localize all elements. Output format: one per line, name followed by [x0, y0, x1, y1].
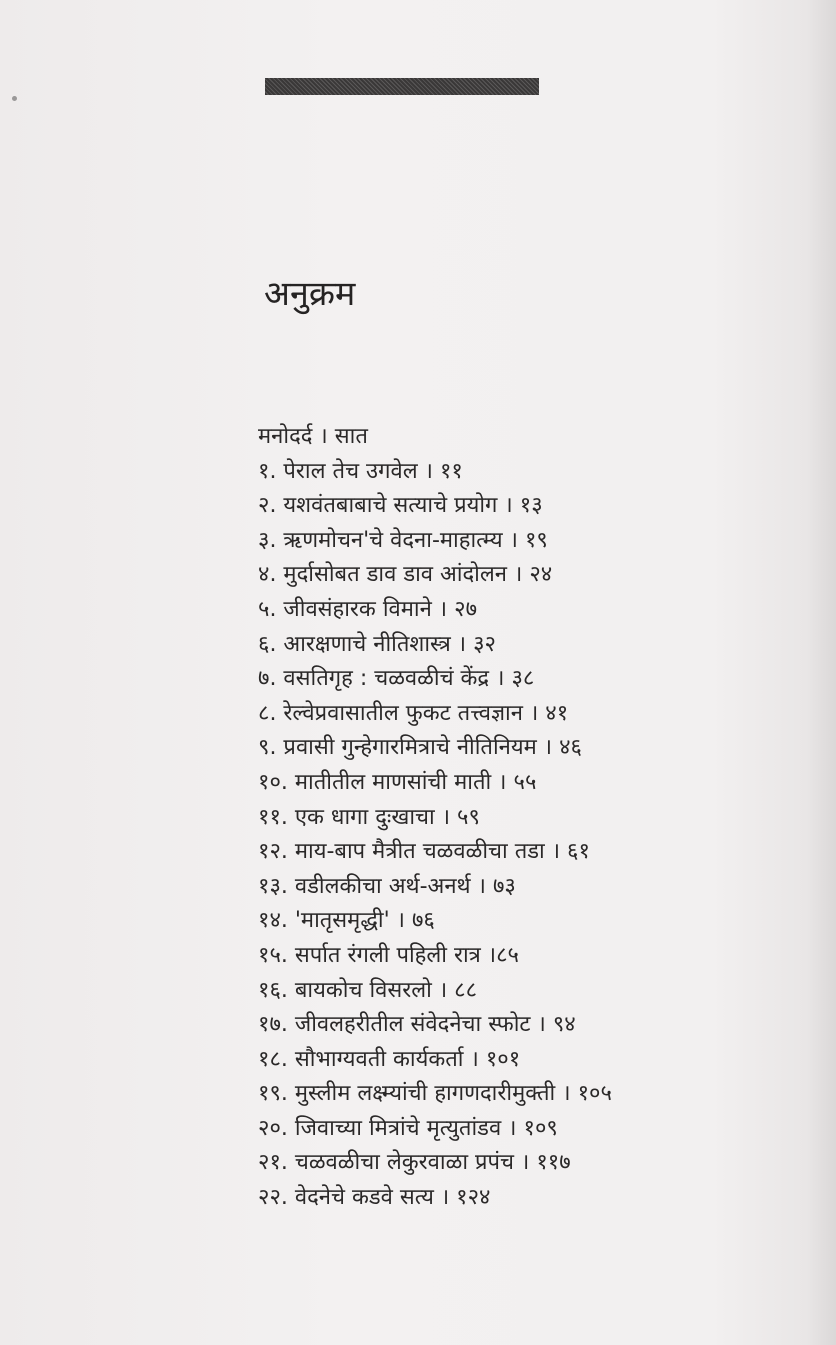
toc-entry: २२. वेदनेचे कडवे सत्य । १२४ — [258, 1185, 491, 1211]
paper-speck — [12, 96, 17, 101]
toc-entry: ६. आरक्षणाचे नीतिशास्त्र । ३२ — [258, 631, 496, 657]
toc-entry: मनोदर्द । सात — [258, 424, 368, 449]
toc-entry: ५. जीवसंहारक विमाने । २७ — [258, 596, 478, 622]
page-edge-shadow — [806, 0, 836, 1345]
toc-entry: १७. जीवलहरीतील संवेदनेचा स्फोट । ९४ — [258, 1012, 576, 1038]
toc-entry: २०. जिवाच्या मित्रांचे मृत्युतांडव । १०९ — [258, 1115, 558, 1141]
toc-entry: १. पेराल तेच उगवेल । ११ — [258, 458, 463, 484]
toc-entry: ८. रेल्वेप्रवासातील फुकट तत्त्वज्ञान । ४१ — [258, 700, 569, 726]
toc-entry: १२. माय-बाप मैत्रीत चळवळीचा तडा । ६१ — [258, 839, 590, 865]
toc-entry: २१. चळवळीचा लेकुरवाळा प्रपंच । ११७ — [258, 1150, 571, 1176]
page-title: अनुक्रम — [264, 274, 356, 314]
header-decorative-bar — [265, 78, 539, 95]
toc-entry: ७. वसतिगृह : चळवळीचं केंद्र । ३८ — [258, 666, 535, 692]
toc-entry: ३. ऋणमोचन'चे वेदना-माहात्म्य । १९ — [258, 527, 548, 553]
toc-entry: १८. सौभाग्यवती कार्यकर्ता । १०१ — [258, 1046, 521, 1072]
toc-entry: १४. 'मातृसमृद्धी' । ७६ — [258, 908, 435, 934]
toc-entry: १६. बायकोच विसरलो । ८८ — [258, 977, 478, 1003]
toc-entry: ९. प्रवासी गुन्हेगारमित्राचे नीतिनियम । ४६ — [258, 735, 582, 761]
table-of-contents — [258, 420, 612, 1216]
toc-entry: ४. मुर्दासोबत डाव डाव आंदोलन । २४ — [258, 562, 553, 588]
toc-entry: १३. वडीलकीचा अर्थ-अनर्थ । ७३ — [258, 873, 516, 899]
toc-entry: २. यशवंतबाबाचे सत्याचे प्रयोग । १३ — [258, 493, 543, 519]
toc-entry: १०. मातीतील माणसांची माती । ५५ — [258, 769, 537, 795]
toc-entry: १५. सर्पात रंगली पहिली रात्र ।८५ — [258, 942, 519, 968]
toc-entry: १९. मुस्लीम लक्ष्म्यांची हागणदारीमुक्ती । १०५ — [258, 1081, 612, 1107]
toc-entry: ११. एक धागा दुःखाचा । ५९ — [258, 804, 480, 830]
